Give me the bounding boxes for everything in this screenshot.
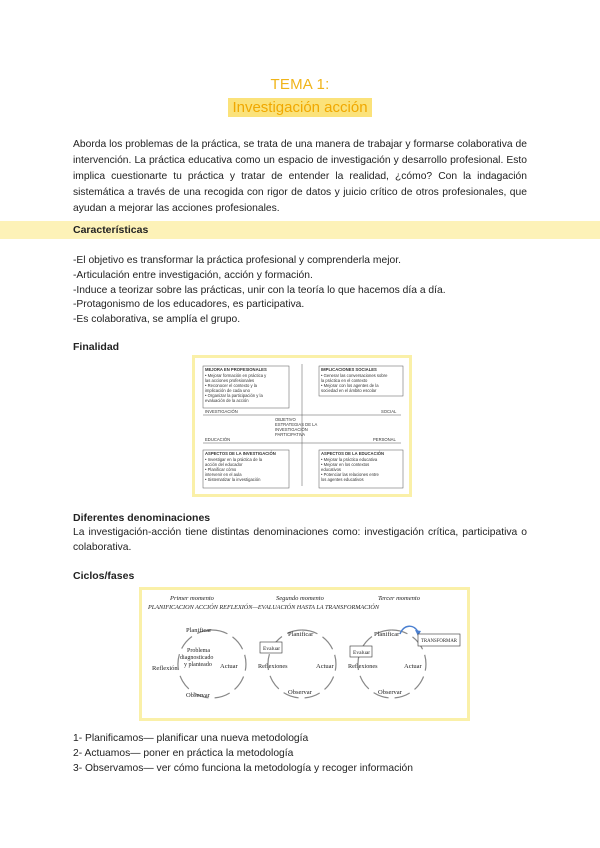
quadrant-line: • Mejorar formación en práctica y xyxy=(205,373,267,378)
finalidad-diagram xyxy=(192,355,412,497)
cycle-label: Evaluar xyxy=(263,646,281,652)
cycle-label: Planificar xyxy=(288,631,314,638)
quadrant-line: • Potenciar las relaciones entre xyxy=(321,472,379,477)
title-line-1: TEMA 1: xyxy=(270,76,330,93)
quadrant-line: los agentes educativos xyxy=(321,477,364,482)
quadrant-line: • Generar las conversaciones sobre xyxy=(321,373,388,378)
finalidad-diagram-svg xyxy=(195,358,409,494)
axis-label: EDUCACIÓN xyxy=(205,437,231,442)
heading-ciclos: Ciclos/fases xyxy=(73,570,135,582)
quadrant-title-tr: IMPLICACIONES SOCIALES xyxy=(321,367,377,372)
cycle-label: Planificar xyxy=(186,627,212,634)
cycle-label: Observar xyxy=(288,689,312,696)
list-item: 3- Observamos— ver cómo funciona la metodología y recoger información xyxy=(73,762,413,774)
quadrant-title-br: ASPECTOS DE LA EDUCACIÓN xyxy=(321,451,385,456)
quadrant-line: • Investigar en la práctica de la xyxy=(205,457,263,462)
quadrant-line: las acciones profesionales xyxy=(205,378,255,383)
list-item: -Es colaborativa, se amplía el grupo. xyxy=(73,314,241,326)
quadrant-line: educativos xyxy=(321,467,342,472)
quadrant-line: la práctica en el contexto xyxy=(321,378,368,383)
cycle-label: Actuar xyxy=(404,663,422,670)
cycle-banner: PLANIFICACION ACCIÓN REFLEXIÓN—EVALUACIÓN HASTA LA TRANSFORMACIÓN xyxy=(148,604,379,611)
quadrant-line: • Planificar cómo xyxy=(205,467,237,472)
title-line-2 xyxy=(0,99,600,117)
quadrant-line: sociedad en el ámbito escolar xyxy=(321,388,377,393)
cycle-label: Reflexiones xyxy=(258,663,288,670)
center-line: INVESTIGACIÓN xyxy=(275,427,308,432)
cycle-label: Observar xyxy=(186,692,210,699)
quadrant-line: • Mejorar con los agentes de la xyxy=(321,383,379,388)
cycle-label: diagnosticado xyxy=(180,655,214,661)
ciclos-diagram xyxy=(139,587,470,721)
quadrant-line: • Reconocer el contexto y la xyxy=(205,383,257,388)
quadrant-line: implicación de cada uno xyxy=(205,388,250,393)
heading-caracteristicas: Características xyxy=(73,224,149,236)
quadrant-title-tl: MEJORA EN PROFESIONALES xyxy=(205,367,267,372)
axis-label: PERSONAL xyxy=(373,437,396,442)
center-line: ESTRATEGIAS DE LA xyxy=(275,422,318,427)
cycle-label: Actuar xyxy=(220,663,238,670)
ciclos-diagram-svg xyxy=(142,590,467,718)
list-item: -El objetivo es transformar la práctica profesional y comprenderla mejor. xyxy=(73,255,401,266)
quadrant-title-bl: ASPECTOS DE LA INVESTIGACIÓN xyxy=(205,451,276,456)
quadrant-line: • Mejorar la práctica educativa xyxy=(321,457,378,462)
cycle-label: Observar xyxy=(378,689,402,696)
cycle-label: Evaluar xyxy=(353,650,371,656)
axis-label: INVESTIGACIÓN xyxy=(205,409,238,414)
caracteristicas-list xyxy=(73,254,446,328)
cycle-label: Reflexiones xyxy=(348,663,378,670)
quadrant-line: • Mejorar en los contextos xyxy=(321,462,370,467)
center-line: PARTICIPATIVA xyxy=(275,432,306,437)
list-item: -Induce a teorizar sobre las prácticas, unir con la teoría lo que hacemos día a día. xyxy=(73,284,446,296)
list-item: 1- Planificamos— planificar una nueva metodología xyxy=(73,733,309,744)
intro-paragraph: Aborda los problemas de la práctica, se trata de una manera de trabajar y formarse colaborativa de intervención. La práctica educativa como un espacio de investigación y desarrollo profesional. Esto implica cuestionarte tu práctica y tratar de entender la realidad, ¿cómo? Con la indagación sistemática a través de una recogida con rigor de datos y juicio crítico de otros profesionales, que ayudan a mejorar las acciones profesionales. xyxy=(73,139,527,214)
list-item: 2- Actuamos— poner en práctica la metodología xyxy=(73,747,294,759)
quadrant-line: intervenir en el aula xyxy=(205,472,242,477)
denominaciones-text: La investigación-acción tiene distintas denominaciones como: investigación crítica, participativa o colaborativa. xyxy=(73,527,527,553)
moment-label: Segundo momento xyxy=(276,595,324,602)
list-item: -Protagonismo de los educadores, es participativa. xyxy=(73,299,305,311)
cycle-label: TRANSFORMAR xyxy=(421,639,457,644)
quadrant-line: • Organizar la participación y la xyxy=(205,393,263,398)
cycle-label: Problema xyxy=(187,648,210,654)
cycle-label: y planteado xyxy=(184,662,212,668)
ciclos-steps xyxy=(73,732,413,776)
moment-label: Primer momento xyxy=(170,595,214,602)
quadrant-line: evaluación de la acción xyxy=(205,398,249,403)
title-highlight: Investigación acción xyxy=(228,98,371,117)
quadrant-line: • Sistematizar la investigación xyxy=(205,477,261,482)
quadrant-line: acción del educador xyxy=(205,462,243,467)
axis-label: SOCIAL xyxy=(381,409,397,414)
cycle-label: Reflexión xyxy=(152,665,178,672)
list-item: -Articulación entre investigación, acción y formación. xyxy=(73,269,313,281)
heading-denominaciones: Diferentes denominaciones xyxy=(73,512,211,524)
moment-label: Tercer momento xyxy=(378,595,420,602)
cycle-label: Planificar xyxy=(374,631,400,638)
center-line: OBJETIVO xyxy=(275,417,296,422)
heading-finalidad: Finalidad xyxy=(73,341,120,353)
cycle-label: Actuar xyxy=(316,663,334,670)
